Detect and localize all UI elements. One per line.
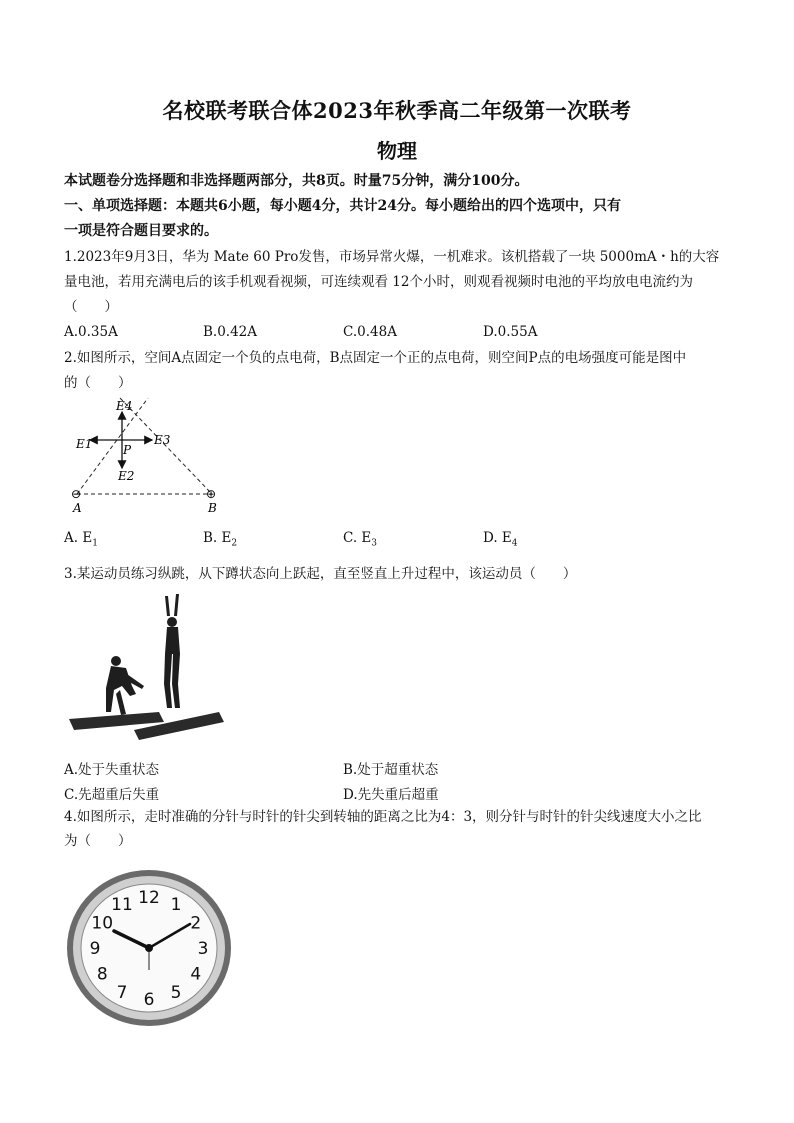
label-e4: E4 — [116, 399, 133, 413]
q1-stem-line2: 量电池，若用充满电后的该手机观看视频，可连续观看 12个小时，则观看视频时电池的平均放电电流约为 — [64, 274, 693, 290]
q3-option-c: C.先超重后失重 — [64, 787, 160, 803]
exam-title: 名校联考联合体2023年秋季高二年级第一次联考 — [162, 98, 632, 123]
clock-number-8: 8 — [96, 964, 108, 985]
subject-title: 物理 — [377, 139, 417, 163]
clock-number-1: 1 — [170, 894, 182, 915]
q3-option-d: D.先失重后超重 — [343, 787, 439, 803]
section1-heading-line2: 一项是符合题目要求的。 — [64, 223, 218, 239]
clock-number-5: 5 — [170, 983, 182, 1004]
q1-stem-line3: （ ） — [64, 299, 118, 315]
clock-number-4: 4 — [190, 964, 202, 985]
label-a: A — [73, 501, 82, 515]
label-p: P — [123, 443, 132, 457]
clock-number-7: 7 — [116, 983, 128, 1004]
negative-charge-icon: ⊖ — [71, 487, 82, 501]
jumping-athlete-icon — [164, 594, 180, 708]
exam-intro: 本试题卷分选择题和非选择题两部分，共8页。时量75分钟，满分100分。 — [64, 173, 529, 189]
q2-option-b: B. $E_2$ — [203, 530, 238, 549]
q1-option-c: C.0.48A — [343, 324, 397, 340]
clock-number-10: 10 — [91, 913, 114, 934]
q4-stem-line2: 为（ ） — [64, 833, 132, 849]
electric-field-figure — [60, 396, 240, 521]
q2-option-a: A. $E_1$ — [64, 530, 98, 549]
q2-stem-line1: 2.如图所示，空间A点固定一个负的点电荷，B点固定一个正的点电荷，则空间P点的电场强度可能是图中 — [64, 350, 687, 366]
q1-option-b: B.0.42A — [203, 324, 258, 340]
q2-stem-line2: 的（ ） — [64, 375, 132, 391]
label-e1: E1 — [76, 437, 93, 451]
q2-option-d: D. $E_4$ — [483, 530, 518, 549]
crouching-athlete-icon — [106, 656, 144, 715]
clock-image — [64, 866, 234, 1031]
clock-number-6: 6 — [143, 990, 155, 1010]
clock-number-2: 2 — [190, 913, 202, 934]
clock-number-11: 11 — [111, 894, 133, 915]
section1-heading-line1: 一、单项选择题：本题共6小题，每小题4分，共计24分。每小题给出的四个选项中，只有 — [64, 198, 621, 214]
q3-option-a: A.处于失重状态 — [64, 762, 160, 778]
label-e3: E3 — [154, 433, 171, 447]
positive-charge-icon: ⊕ — [206, 487, 217, 501]
label-b: B — [208, 501, 217, 515]
clock-number-9: 9 — [89, 939, 101, 959]
jumping-athlete-image — [64, 594, 224, 742]
clock-number-12: 12 — [138, 888, 160, 908]
q1-option-a: A.0.35A — [64, 324, 118, 340]
q1-option-d: D.0.55A — [483, 324, 538, 340]
clock-number-3: 3 — [197, 939, 209, 959]
q3-stem-line1: 3.某运动员练习纵跳，从下蹲状态向上跃起，直至竖直上升过程中，该运动员（ ） — [64, 566, 577, 582]
label-e2: E2 — [118, 469, 135, 483]
q2-option-c: C. $E_3$ — [343, 530, 378, 549]
q1-stem-line1: 1.2023年9月3日，华为 Mate 60 Pro发售，市场异常火爆，一机难求。该机搭载了一块 5000mA・h的大容 — [64, 249, 720, 265]
q4-stem-line1: 4.如图所示，走时准确的分针与时针的针尖到转轴的距离之比为4：3，则分针与时针的针尖线速度大小之比 — [64, 809, 702, 825]
q3-option-b: B.处于超重状态 — [343, 762, 439, 778]
clock-center-pin — [145, 944, 153, 952]
